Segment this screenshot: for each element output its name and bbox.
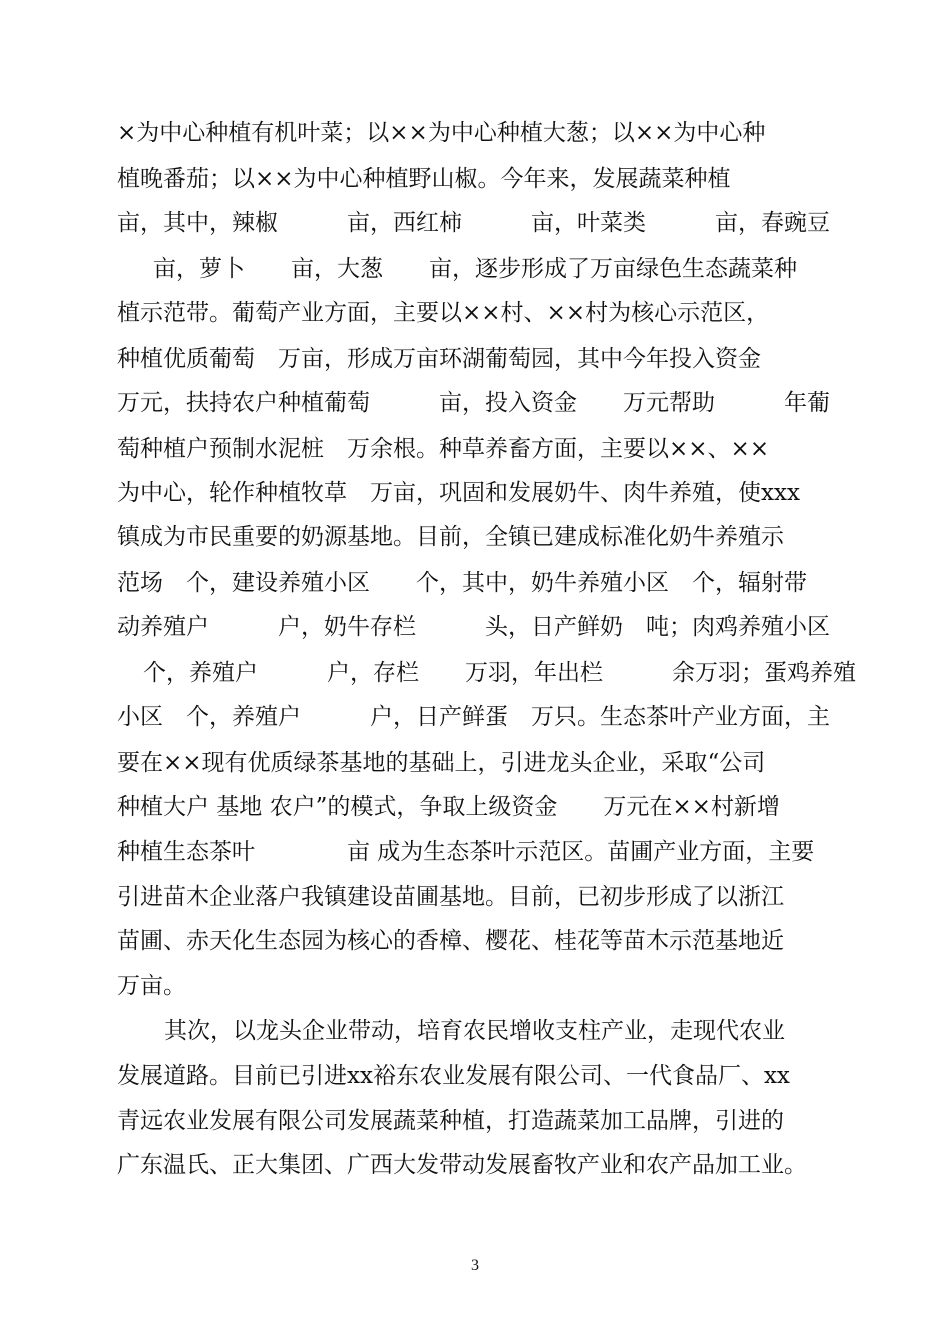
paragraph-line: 种植优质葡萄 万亩，形成万亩环湖葡萄园，其中今年投入资金 [117, 346, 761, 372]
paragraph-line: 植示范带。葡萄产业方面，主要以××村、××村为核心示范区， [117, 300, 770, 326]
paragraph-line: 苗圃、赤天化生态园为核心的香樟、樱花、桂花等苗木示范基地近 [117, 928, 784, 954]
paragraph-line: 发展道路。目前已引进xx裕东农业发展有限公司、一代食品厂、xx [117, 1063, 790, 1089]
paragraph-line: 个，养殖户 户，存栏 万羽，年出栏 余万羽；蛋鸡养殖 [143, 660, 856, 686]
paragraph-line: 动养殖户 户，奶牛存栏 头，日产鲜奶 吨；肉鸡养殖小区 [117, 614, 830, 640]
paragraph-line: 种植生态茶叶 亩 成为生态茶叶示范区。苗圃产业方面，主要 [117, 839, 815, 865]
paragraph-line: 要在××现有优质绿茶基地的基础上，引进龙头企业，采取“公司 [117, 750, 766, 776]
paragraph-line: 青远农业发展有限公司发展蔬菜种植，打造蔬菜加工品牌，引进的 [117, 1108, 784, 1134]
page-number: 3 [471, 1257, 479, 1274]
paragraph-line: 万亩。 [117, 973, 186, 999]
paragraph-line: 亩，其中，辣椒 亩，西红柿 亩，叶菜类 亩，春豌豆 [117, 210, 830, 236]
paragraph-line: 广东温氏、正大集团、广西大发带动发展畜牧产业和农产品加工业。 [117, 1152, 807, 1178]
paragraph-first-line: 其次，以龙头企业带动，培育农民增收支柱产业，走现代农业 [164, 1018, 785, 1044]
paragraph-line: 萄种植户预制水泥桩 万余根。种草养畜方面，主要以××、×× [117, 436, 770, 462]
paragraph-line: 种植大户 基地 农户”的模式，争取上级资金 万元在××村新增 [117, 794, 780, 820]
paragraph-line: 亩，萝卜 亩，大葱 亩，逐步形成了万亩绿色生态蔬菜种 [130, 256, 797, 282]
paragraph-line: 植晚番茄；以××为中心种植野山椒。今年来，发展蔬菜种植 [117, 166, 731, 192]
paragraph-line: 引进苗木企业落户我镇建设苗圃基地。目前，已初步形成了以浙江 [117, 884, 784, 910]
paragraph-line: ×为中心种植有机叶菜；以××为中心种植大葱；以××为中心种 [117, 120, 766, 146]
paragraph-line: 镇成为市民重要的奶源基地。目前，全镇已建成标准化奶牛养殖示 [117, 524, 784, 550]
paragraph-line: 范场 个，建设养殖小区 个，其中，奶牛养殖小区 个，辐射带 [117, 570, 807, 596]
paragraph-line: 小区 个，养殖户 户，日产鲜蛋 万只。生态茶叶产业方面，主 [117, 704, 830, 730]
paragraph-line: 万元，扶持农户种植葡萄 亩，投入资金 万元帮助 年葡 [117, 390, 830, 416]
paragraph-line: 为中心，轮作种植牧草 万亩，巩固和发展奶牛、肉牛养殖，使xxx [117, 480, 800, 506]
